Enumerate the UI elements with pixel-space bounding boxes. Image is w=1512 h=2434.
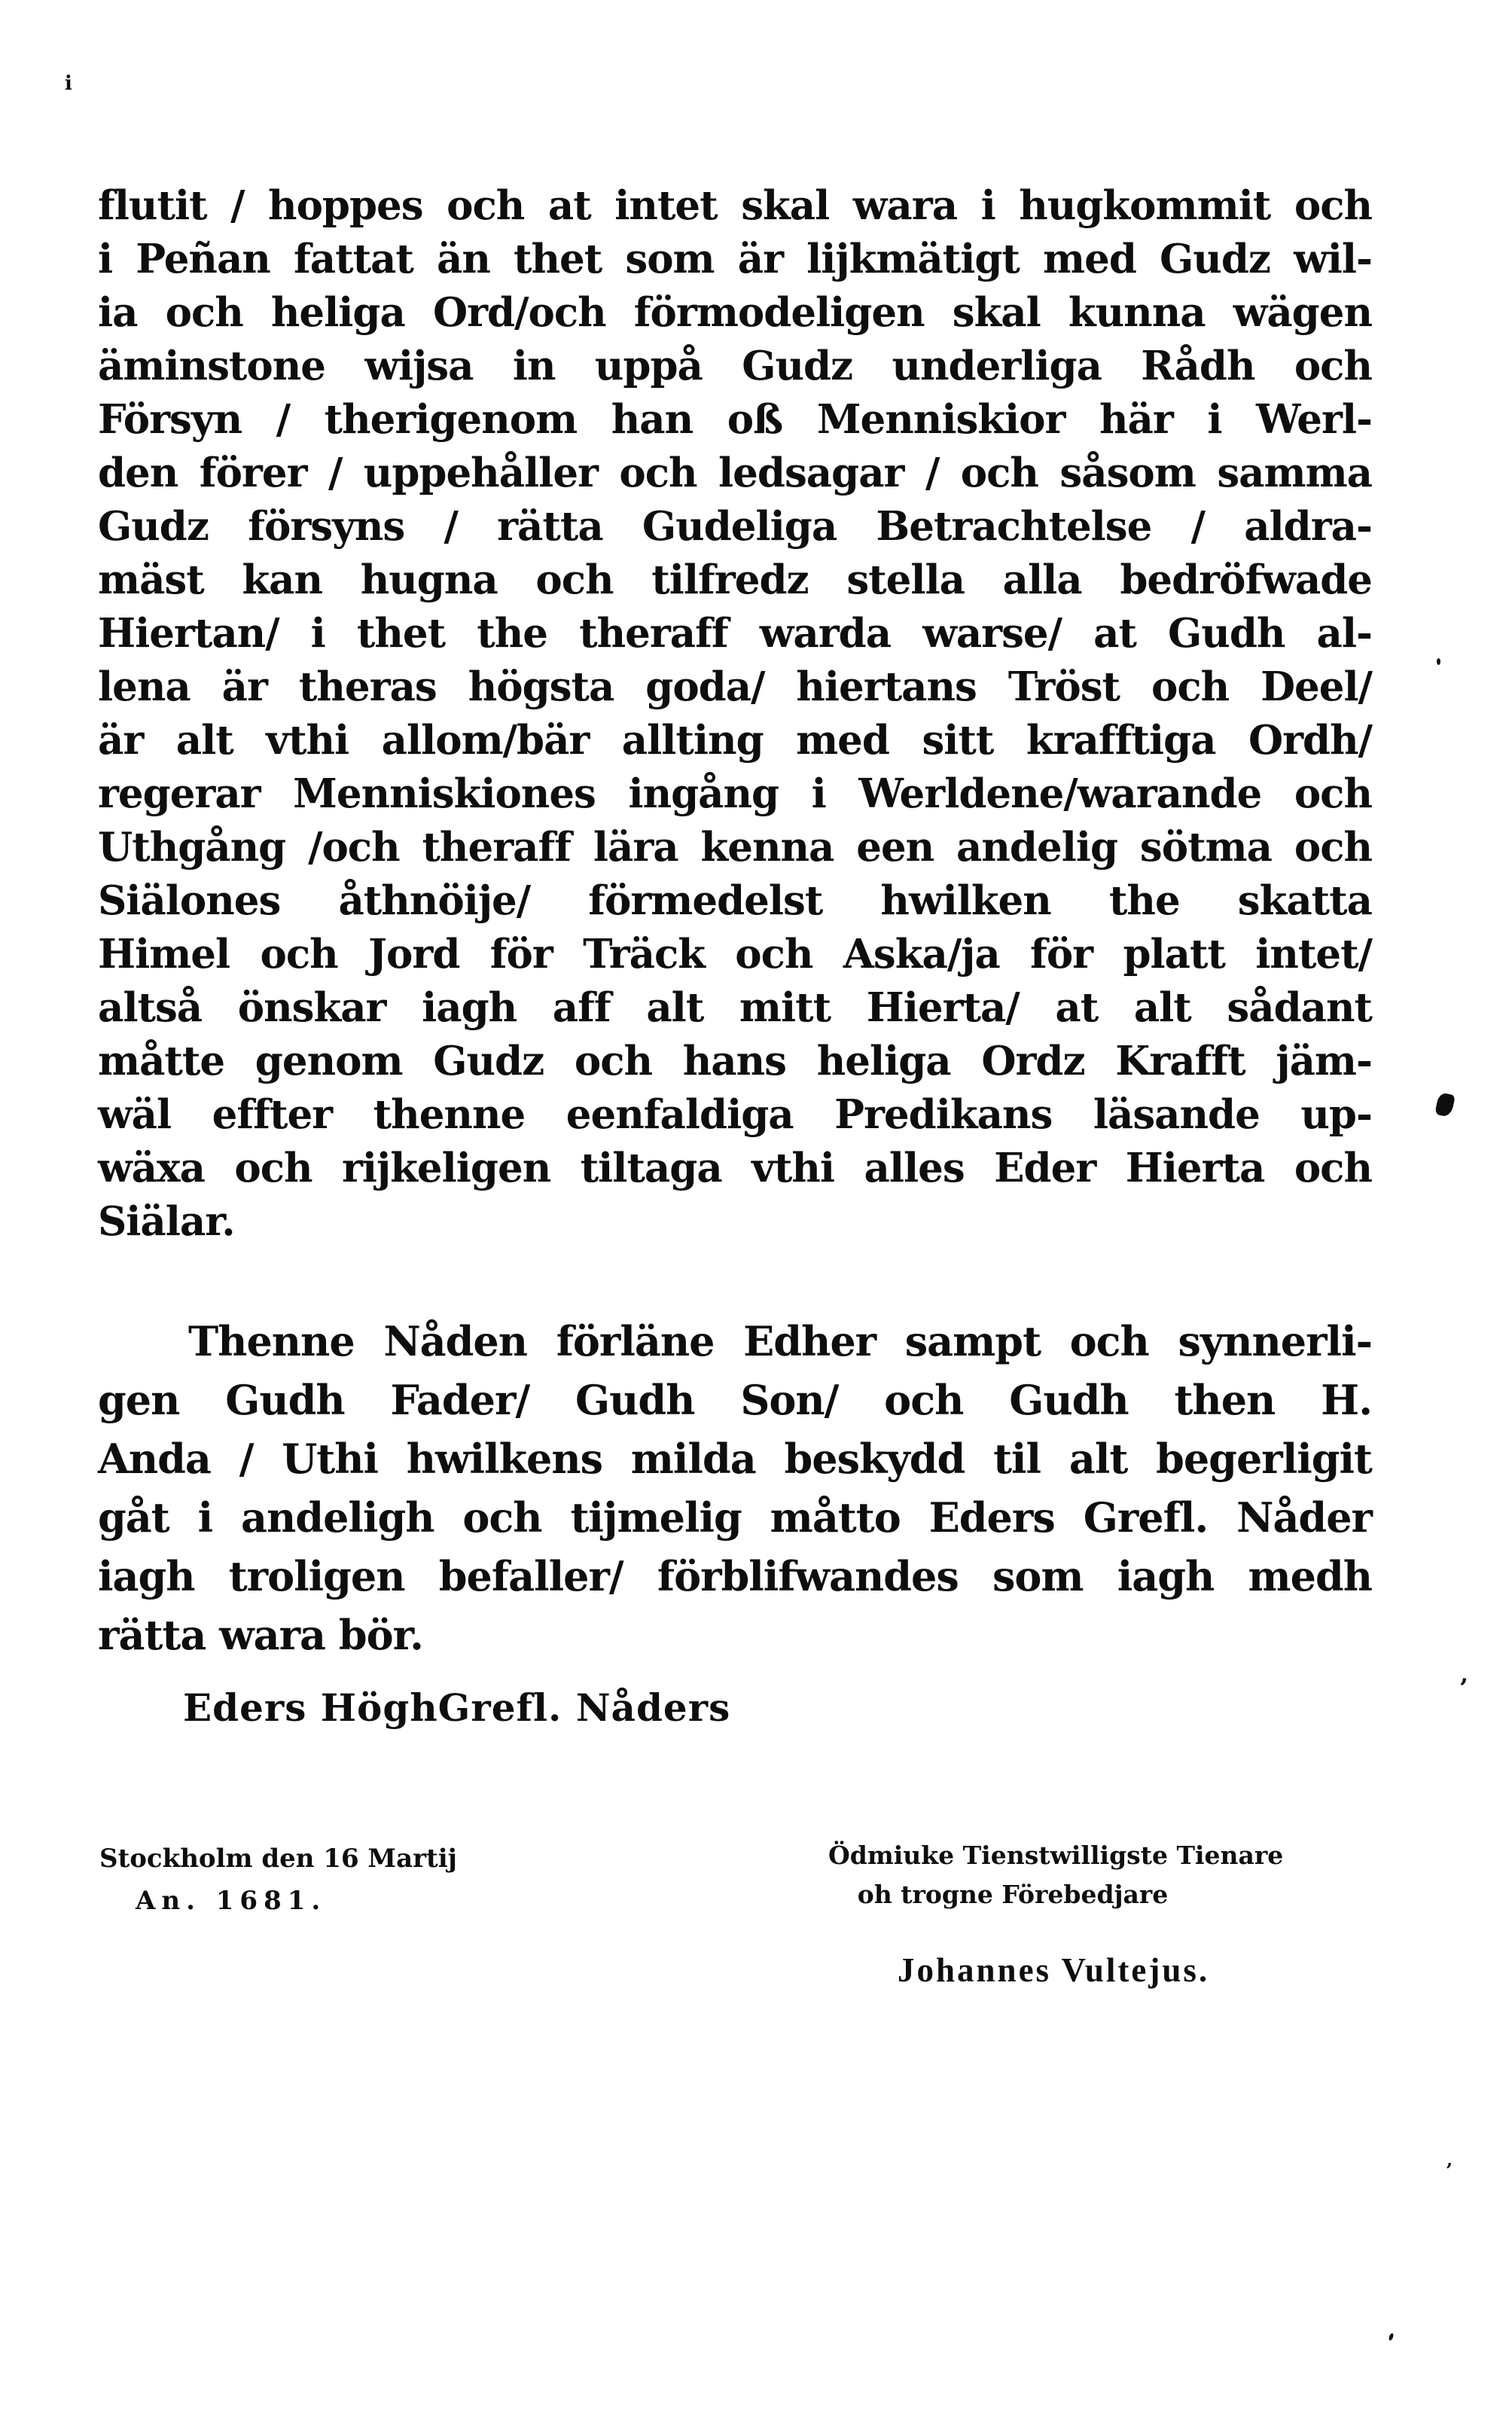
ink-speck: i bbox=[65, 72, 72, 95]
text-line: gen Gudh Fader/ Gudh Son/ och Gudh then H. bbox=[98, 1376, 1372, 1424]
text-line: ia och heliga Ord/och förmodeligen skal kunna wägen bbox=[98, 289, 1372, 336]
text-line: den förer / uppehåller och ledsagar / och såsom samma bbox=[98, 450, 1372, 496]
text-line: Himel och Jord för Träck och Aska/ja för platt intet/ bbox=[98, 931, 1372, 978]
text-line: Hiertan/ i thet the theraff warda warse/ at Gudh al- bbox=[98, 610, 1372, 657]
valediction: Eders HöghGrefl. Nåders bbox=[183, 1685, 731, 1730]
body-paragraph-1 bbox=[98, 179, 1372, 1249]
signature: Johannes Vultejus. bbox=[898, 1951, 1210, 1989]
text-line: Thenne Nåden förläne Edher sampt och synnerli- bbox=[188, 1317, 1372, 1365]
ink-blot bbox=[1434, 1092, 1456, 1118]
closing-line: oh trogne Förebedjare bbox=[857, 1880, 1169, 1909]
text-line: lena är theras högsta goda/ hiertans Tröst och Deel/ bbox=[98, 663, 1372, 710]
text-line: rätta wara bör. bbox=[98, 1611, 423, 1659]
ink-speck: ’ bbox=[1446, 2160, 1453, 2182]
ink-speck bbox=[1437, 658, 1440, 665]
text-line: måtte genom Gudz och hans heliga Ordz Krafft jäm- bbox=[98, 1038, 1372, 1084]
text-line: i Peñan fattat än thet som är lijkmätigt med Gudz wil- bbox=[98, 236, 1372, 282]
text-line: Uthgång /och theraff lära kenna een andelig sötma och bbox=[98, 824, 1372, 871]
text-line: flutit / hoppes och at intet skal wara i hugkommit och bbox=[98, 182, 1372, 229]
text-line: gåt i andeligh och tijmelig måtto Eders Grefl. Nåder bbox=[98, 1493, 1372, 1542]
text-line: äminstone wijsa in uppå Gudz underliga Rådh och bbox=[98, 343, 1372, 389]
closing-block bbox=[828, 1841, 1284, 1909]
text-line: wäl effter thenne eenfaldiga Predikans läsande up- bbox=[98, 1091, 1372, 1138]
text-line: iagh troligen befaller/ förblifwandes som iagh medh bbox=[98, 1552, 1372, 1600]
text-line: Siälar. bbox=[98, 1198, 235, 1245]
closing-line: Ödmiuke Tienstwilligste Tienare bbox=[828, 1841, 1284, 1870]
text-line: altså önskar iagh aff alt mitt Hierta/ at alt sådant bbox=[98, 984, 1372, 1031]
dateline-place: Stockholm den 16 Martij bbox=[99, 1844, 457, 1874]
text-line: mäst kan hugna och tilfredz stella alla bedröfwade bbox=[98, 557, 1372, 603]
ink-speck bbox=[1388, 2332, 1394, 2341]
text-line: wäxa och rijkeligen tiltaga vthi alles Eder Hierta och bbox=[98, 1145, 1372, 1191]
text-line: Anda / Uthi hwilkens milda beskydd til alt begerligit bbox=[98, 1435, 1372, 1483]
dateline-block bbox=[99, 1844, 457, 1916]
dateline-year: An. 1681. bbox=[136, 1886, 327, 1916]
text-line: Försyn / therigenom han oß Menniskior här i Werl- bbox=[98, 396, 1372, 443]
text-line: är alt vthi allom/bär allting med sitt krafftiga Ordh/ bbox=[98, 717, 1372, 764]
ink-speck: ’ bbox=[1459, 1673, 1468, 1703]
text-line: Siälones åthnöije/ förmedelst hwilken the skatta bbox=[98, 877, 1372, 924]
text-line: regerar Menniskiones ingång i Werldene/warande och bbox=[98, 770, 1372, 817]
body-paragraph-2 bbox=[98, 1312, 1372, 1664]
text-line: Gudz försyns / rätta Gudeliga Betrachtelse / aldra- bbox=[98, 503, 1372, 550]
